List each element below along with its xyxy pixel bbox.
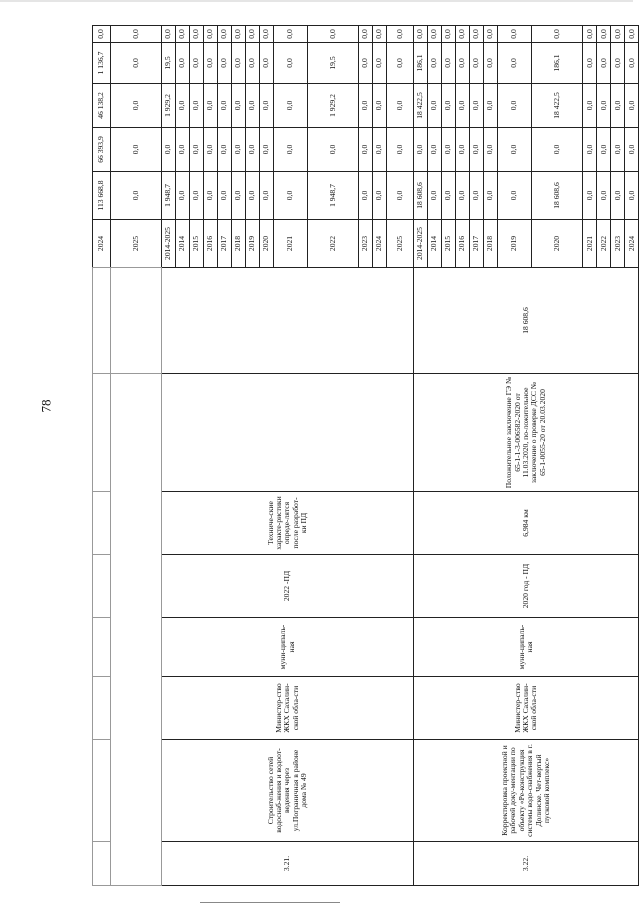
federal-cell: 0,0 [442,128,456,172]
object-number-cell: 3.22. [414,842,639,886]
total-cell: 0,0 [498,172,532,220]
federal-cell: 0,0 [532,128,583,172]
year-cell: 2021 [583,220,597,268]
page-number: 78 [38,399,54,413]
other-cell: 0,0 [93,26,111,43]
federal-cell: 0,0 [260,128,274,172]
total-cell: 0,0 [260,172,274,220]
regional-cell: 0,0 [611,84,625,128]
total-cell: 0,0 [484,172,498,220]
regional-cell: 0,0 [583,84,597,128]
ownership-cell: муни-ципаль-ная [162,618,414,677]
ownership-cell: муни-ципаль-ная [414,618,639,677]
other-cell: 0,0 [456,26,470,43]
federal-cell: 66 393,9 [93,128,111,172]
local-cell: 0,0 [611,43,625,84]
other-cell: 0,0 [308,26,359,43]
customer-cell: Министер-ство ЖКХ Сахалин-ской обла-сти [162,677,414,740]
other-cell: 0,0 [498,26,532,43]
estimated-cost-cell: 18 608,6 [414,268,639,374]
year-cell: 2014 [176,220,190,268]
local-cell: 0,0 [625,43,639,84]
local-cell: 0,0 [484,43,498,84]
object-number-cell: 3.21. [162,842,414,886]
local-cell: 0,0 [498,43,532,84]
total-cell: 0,0 [274,172,308,220]
total-cell: 18 608,6 [532,172,583,220]
table-row [162,26,176,886]
total-cell: 0,0 [204,172,218,220]
year-cell: 2014-2025 [162,220,176,268]
local-cell: 0,0 [470,43,484,84]
local-cell: 0,0 [428,43,442,84]
year-cell: 2015 [190,220,204,268]
local-cell: 186,1 [414,43,428,84]
year-cell: 2024 [625,220,639,268]
year-cell: 2020 [532,220,583,268]
regional-cell: 0,0 [498,84,532,128]
year-cell: 2020 [260,220,274,268]
regional-cell: 0,0 [274,84,308,128]
regional-cell: 0,0 [625,84,639,128]
local-cell: 0,0 [218,43,232,84]
local-cell: 19,5 [162,43,176,84]
carry-empty-ownership [93,618,111,677]
year-cell: 2024 [93,220,111,268]
other-cell: 0,0 [176,26,190,43]
estimated-cost-cell [162,268,414,374]
regional-cell: 0,0 [442,84,456,128]
other-cell: 0,0 [274,26,308,43]
federal-cell: 0,0 [308,128,359,172]
federal-cell: 0,0 [176,128,190,172]
total-cell: 0,0 [456,172,470,220]
year-cell: 2014-2025 [414,220,428,268]
total-cell: 1 948,7 [308,172,359,220]
federal-cell: 0,0 [204,128,218,172]
carry-empty-num [93,842,111,886]
carry-empty-cost [93,268,111,374]
other-cell: 0,0 [162,26,176,43]
total-cell: 113 668,8 [93,172,111,220]
other-cell: 0,0 [232,26,246,43]
carry-empty-customer [93,677,111,740]
local-cell: 0,0 [373,43,387,84]
federal-cell: 0,0 [190,128,204,172]
total-cell: 0,0 [428,172,442,220]
regional-cell: 0,0 [373,84,387,128]
other-cell: 0,0 [387,26,414,43]
local-cell: 0,0 [597,43,611,84]
rotated-table-stage [92,26,636,886]
other-cell: 0,0 [470,26,484,43]
total-cell: 0,0 [442,172,456,220]
other-cell: 0,0 [414,26,428,43]
total-cell: 0,0 [232,172,246,220]
total-cell: 0,0 [387,172,414,220]
federal-cell: 0,0 [274,128,308,172]
federal-cell: 0,0 [470,128,484,172]
year-cell: 2024 [373,220,387,268]
federal-cell: 0,0 [428,128,442,172]
capacity-cell: 6,984 км [414,492,639,555]
other-cell: 0,0 [442,26,456,43]
table-row [111,26,162,886]
expertise-cell [162,374,414,492]
year-cell: 2023 [611,220,625,268]
local-cell: 0,0 [260,43,274,84]
other-cell: 0,0 [190,26,204,43]
year-cell: 2021 [274,220,308,268]
total-cell: 18 608,6 [414,172,428,220]
year-cell: 2015 [442,220,456,268]
total-cell: 0,0 [597,172,611,220]
federal-cell: 0,0 [456,128,470,172]
regional-cell: 0,0 [428,84,442,128]
federal-cell: 0,0 [373,128,387,172]
federal-cell: 0,0 [625,128,639,172]
local-cell: 0,0 [274,43,308,84]
year-cell: 2017 [470,220,484,268]
federal-cell: 0,0 [583,128,597,172]
year-cell: 2019 [246,220,260,268]
regional-cell: 0,0 [204,84,218,128]
carry-empty-expertise [93,374,111,492]
federal-cell: 0,0 [246,128,260,172]
federal-cell: 0,0 [498,128,532,172]
year-cell: 2022 [308,220,359,268]
year-cell: 2016 [204,220,218,268]
prev-object-empty [111,374,162,886]
federal-cell: 0,0 [484,128,498,172]
local-cell: 0,0 [232,43,246,84]
other-cell: 0,0 [428,26,442,43]
regional-cell: 18 422,5 [532,84,583,128]
total-cell: 0,0 [373,172,387,220]
other-cell: 0,0 [218,26,232,43]
total-cell: 0,0 [611,172,625,220]
federal-cell: 0,0 [611,128,625,172]
carry-empty-period [93,555,111,618]
other-cell: 0,0 [204,26,218,43]
table-row [414,26,428,886]
total-cell: 0,0 [470,172,484,220]
regional-cell: 0,0 [218,84,232,128]
regional-cell: 18 422,5 [414,84,428,128]
year-cell: 2018 [484,220,498,268]
year-cell: 2025 [111,220,162,268]
federal-cell: 0,0 [111,128,162,172]
year-cell: 2025 [387,220,414,268]
other-cell: 0,0 [625,26,639,43]
local-cell: 0,0 [190,43,204,84]
regional-cell: 0,0 [246,84,260,128]
regional-cell: 1 929,2 [162,84,176,128]
prev-object-cost-empty [111,268,162,374]
other-cell: 0,0 [111,26,162,43]
total-cell: 0,0 [246,172,260,220]
year-cell: 2019 [498,220,532,268]
federal-cell: 0,0 [162,128,176,172]
local-cell: 0,0 [456,43,470,84]
scan-edge-top [0,0,633,2]
year-cell: 2018 [232,220,246,268]
carry-empty-capacity [93,492,111,555]
federal-cell: 0,0 [359,128,373,172]
total-cell: 0,0 [111,172,162,220]
carry-empty-name [93,740,111,842]
other-cell: 0,0 [611,26,625,43]
period-cell: 2020 год - ПД [414,555,639,618]
other-cell: 0,0 [583,26,597,43]
local-cell: 0,0 [442,43,456,84]
local-cell: 0,0 [583,43,597,84]
local-cell: 0,0 [387,43,414,84]
other-cell: 0,0 [484,26,498,43]
table-row [93,26,111,886]
regional-cell: 0,0 [111,84,162,128]
program-objects-table [92,25,639,886]
period-cell: 2022 -ПД [162,555,414,618]
object-name-cell: Строительство сетей водоснаб-жения и водоот-ведения через ул.Пограничная в районе дома № 49 [162,740,414,842]
total-cell: 0,0 [583,172,597,220]
federal-cell: 0,0 [232,128,246,172]
other-cell: 0,0 [532,26,583,43]
year-cell: 2017 [218,220,232,268]
customer-cell: Министер-ство ЖКХ Сахалин-ской обла-сти [414,677,639,740]
year-cell: 2016 [456,220,470,268]
regional-cell: 0,0 [232,84,246,128]
local-cell: 0,0 [359,43,373,84]
table-body [93,26,639,886]
regional-cell: 0,0 [387,84,414,128]
regional-cell: 0,0 [484,84,498,128]
expertise-cell: Положительное заключение ГЭ № 65-1-1-3-006582-2020 от 11.03.2020, по-ложительное заключение о проверке ДСС № 65-1-0055-20 от 20.03.2020 [414,374,639,492]
local-cell: 0,0 [111,43,162,84]
local-cell: 0,0 [176,43,190,84]
federal-cell: 0,0 [387,128,414,172]
year-cell: 2022 [597,220,611,268]
local-cell: 19,5 [308,43,359,84]
federal-cell: 0,0 [597,128,611,172]
regional-cell: 0,0 [260,84,274,128]
local-cell: 1 136,7 [93,43,111,84]
regional-cell: 0,0 [597,84,611,128]
local-cell: 0,0 [246,43,260,84]
total-cell: 0,0 [359,172,373,220]
capacity-cell: Техниче-ские характе-ристики опреде-лятся после разработ-ки ПД [162,492,414,555]
total-cell: 0,0 [190,172,204,220]
scan-edge-bottom [200,902,340,903]
year-cell: 2014 [428,220,442,268]
total-cell: 0,0 [218,172,232,220]
federal-cell: 0,0 [414,128,428,172]
object-name-cell: Корректировка проектной и рабочей доку-ментации по объекту «Ре-конструкция системы водо-снабжения в г. Долинске. Чет-вертый пусковой комплекс» [414,740,639,842]
year-cell: 2023 [359,220,373,268]
regional-cell: 1 929,2 [308,84,359,128]
regional-cell: 0,0 [470,84,484,128]
regional-cell: 0,0 [176,84,190,128]
other-cell: 0,0 [246,26,260,43]
regional-cell: 0,0 [456,84,470,128]
other-cell: 0,0 [359,26,373,43]
regional-cell: 46 138,2 [93,84,111,128]
other-cell: 0,0 [373,26,387,43]
total-cell: 0,0 [625,172,639,220]
other-cell: 0,0 [597,26,611,43]
regional-cell: 0,0 [190,84,204,128]
other-cell: 0,0 [260,26,274,43]
federal-cell: 0,0 [218,128,232,172]
local-cell: 0,0 [204,43,218,84]
regional-cell: 0,0 [359,84,373,128]
total-cell: 1 948,7 [162,172,176,220]
local-cell: 186,1 [532,43,583,84]
total-cell: 0,0 [176,172,190,220]
